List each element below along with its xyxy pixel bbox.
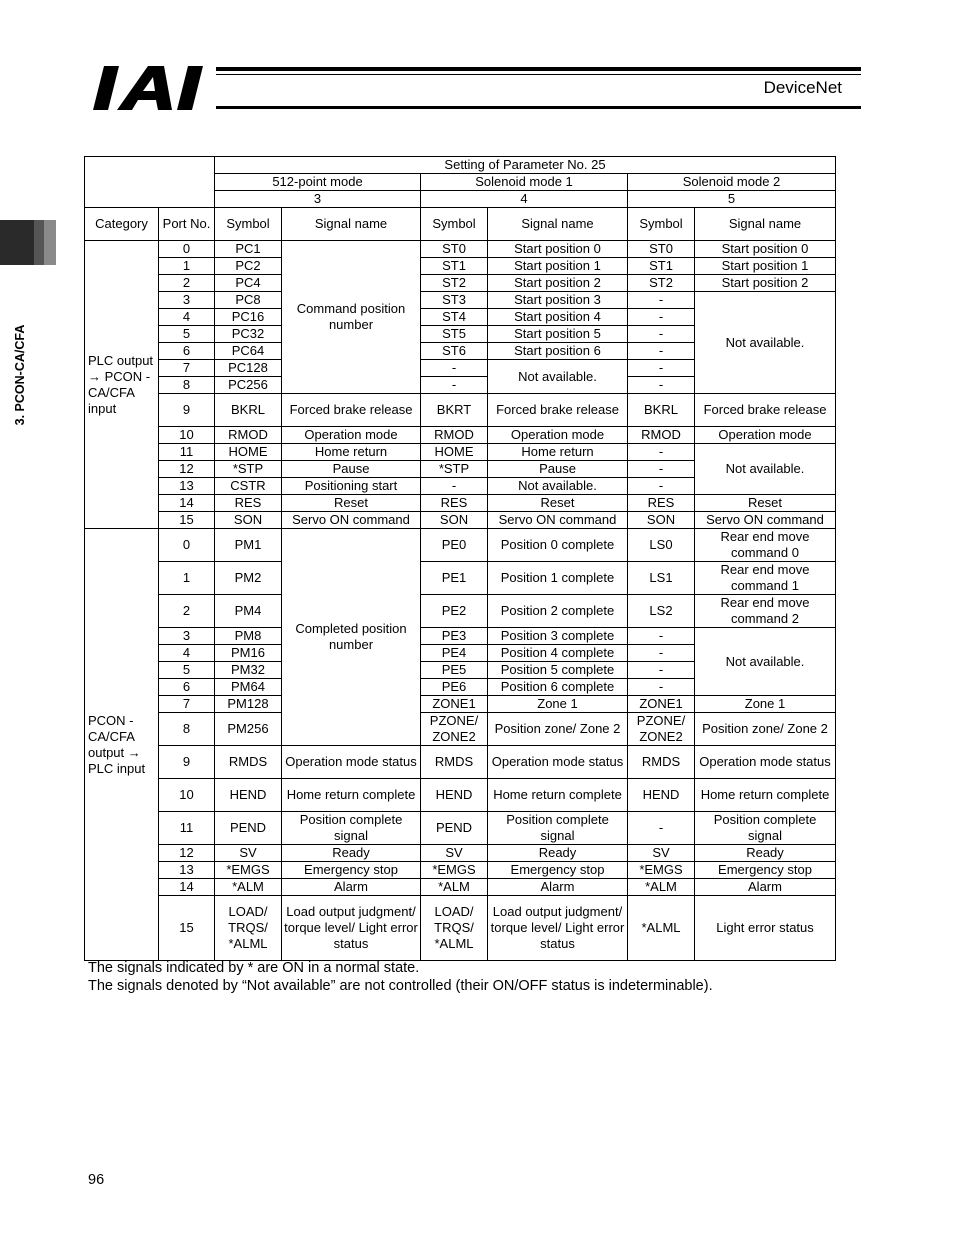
symbol-cell: ST2 [421,275,488,292]
signal-cell: Position 5 complete [488,662,628,679]
table-row [85,696,836,713]
symbol-cell: PC64 [215,343,282,360]
mode-header: 512-point mode [215,174,421,191]
signal-cell: Reset [282,495,421,512]
symbol-cell: RMDS [215,746,282,779]
symbol-cell: - [628,292,695,309]
signal-cell: Servo ON command [695,512,836,529]
signal-cell: Not available. [488,360,628,394]
table-row [85,595,836,628]
note-line: The signals denoted by “Not available” are not controlled (their ON/OFF status is indeterminable). [88,978,713,994]
table-row [85,628,836,645]
symbol-cell: RMOD [215,427,282,444]
table-row [85,713,836,746]
table-notes [88,959,713,995]
symbol-cell: BKRL [215,394,282,427]
signal-cell: Operation mode [488,427,628,444]
chapter-label: 3. PCON-CA/CFA [13,324,27,426]
symbol-cell: PM128 [215,696,282,713]
symbol-cell: *EMGS [421,862,488,879]
signal-header: Signal name [282,208,421,241]
signal-cell: Forced brake release [695,394,836,427]
port-cell: 14 [159,879,215,896]
table-row [85,779,836,812]
signal-cell: Position complete signal [282,812,421,845]
symbol-cell: ST5 [421,326,488,343]
signal-cell: Emergency stop [488,862,628,879]
signal-cell: Position 6 complete [488,679,628,696]
chapter-tab-block [0,220,34,265]
port-cell: 14 [159,495,215,512]
signal-cell: Position 2 complete [488,595,628,628]
symbol-cell: RMOD [628,427,695,444]
port-cell: 2 [159,595,215,628]
symbol-cell: LS0 [628,529,695,562]
symbol-cell: PE5 [421,662,488,679]
signal-cell: Zone 1 [488,696,628,713]
port-cell: 3 [159,292,215,309]
symbol-cell: BKRT [421,394,488,427]
symbol-cell: - [628,444,695,461]
symbol-cell: PE6 [421,679,488,696]
table-row [85,394,836,427]
table-row [85,512,836,529]
symbol-cell: SV [628,845,695,862]
symbol-cell: PE1 [421,562,488,595]
table-row [85,241,836,258]
symbol-cell: PZONE/ ZONE2 [421,713,488,746]
symbol-cell: RES [215,495,282,512]
symbol-cell: HEND [215,779,282,812]
table-row [85,562,836,595]
symbol-cell: PC8 [215,292,282,309]
signal-cell: Forced brake release [282,394,421,427]
symbol-cell: - [628,360,695,377]
signal-cell: Ready [695,845,836,862]
header-blank-cell [85,157,215,208]
mode-header: Solenoid mode 1 [421,174,628,191]
signal-cell: Start position 0 [488,241,628,258]
signal-cell: Pause [282,461,421,478]
symbol-cell: *ALM [421,879,488,896]
signal-cell: Command position number [282,241,421,394]
signal-cell: Operation mode status [695,746,836,779]
symbol-cell: PE0 [421,529,488,562]
table-row [85,292,836,309]
signal-cell: Not available. [488,478,628,495]
symbol-cell: PM1 [215,529,282,562]
table-row [85,495,836,512]
symbol-cell: - [628,679,695,696]
signal-cell: Position complete signal [488,812,628,845]
symbol-cell: PM2 [215,562,282,595]
signal-cell: Position 3 complete [488,628,628,645]
port-cell: 0 [159,241,215,258]
port-cell: 5 [159,326,215,343]
signal-cell: Home return complete [695,779,836,812]
symbol-cell: PE2 [421,595,488,628]
symbol-cell: SON [215,512,282,529]
signal-cell: Start position 5 [488,326,628,343]
signal-cell: Operation mode status [488,746,628,779]
signal-cell: Start position 6 [488,343,628,360]
signal-cell: Start position 0 [695,241,836,258]
symbol-cell: - [628,309,695,326]
port-cell: 3 [159,628,215,645]
signal-cell: Not available. [695,444,836,495]
signal-cell: Load output judgment/ torque level/ Light error status [282,896,421,961]
port-cell: 13 [159,862,215,879]
symbol-cell: CSTR [215,478,282,495]
signal-cell: Start position 1 [695,258,836,275]
symbol-cell: HOME [215,444,282,461]
table-header-row [85,157,836,174]
symbol-cell: PE4 [421,645,488,662]
port-cell: 15 [159,896,215,961]
port-cell: 4 [159,309,215,326]
table-row [85,812,836,845]
symbol-cell: LOAD/ TRQS/ *ALML [215,896,282,961]
signal-cell: Position 4 complete [488,645,628,662]
symbol-cell: ST0 [421,241,488,258]
port-cell: 8 [159,713,215,746]
category-cell: PCON -CA/CFA output → PLC input [85,529,159,961]
symbol-cell: PC128 [215,360,282,377]
header-rule-thin [216,74,861,75]
symbol-cell: PC1 [215,241,282,258]
symbol-header: Symbol [215,208,282,241]
symbol-cell: ZONE1 [421,696,488,713]
signal-cell: Alarm [488,879,628,896]
symbol-cell: PM64 [215,679,282,696]
table-header-row [85,208,836,241]
port-cell: 7 [159,696,215,713]
port-cell: 10 [159,427,215,444]
signal-cell: Emergency stop [282,862,421,879]
symbol-cell: PZONE/ ZONE2 [628,713,695,746]
port-cell: 11 [159,444,215,461]
symbol-cell: PC256 [215,377,282,394]
symbol-cell: ST4 [421,309,488,326]
port-cell: 1 [159,562,215,595]
symbol-cell: PEND [215,812,282,845]
category-header: Category [85,208,159,241]
signal-cell: Reset [488,495,628,512]
symbol-cell: - [628,478,695,495]
port-cell: 6 [159,679,215,696]
symbol-cell: - [628,628,695,645]
parameter-setting-header: Setting of Parameter No. 25 [215,157,836,174]
symbol-cell: - [628,662,695,679]
signal-cell: Emergency stop [695,862,836,879]
symbol-cell: *EMGS [628,862,695,879]
symbol-cell: - [628,645,695,662]
symbol-cell: RMDS [421,746,488,779]
symbol-cell: SON [628,512,695,529]
table-row [85,275,836,292]
signal-cell: Operation mode [695,427,836,444]
symbol-cell: ST0 [628,241,695,258]
table-row [85,879,836,896]
signal-cell: Alarm [695,879,836,896]
signal-cell: Start position 3 [488,292,628,309]
symbol-header: Symbol [421,208,488,241]
page-number: 96 [88,1172,105,1188]
port-cell: 15 [159,512,215,529]
signal-cell: Position 0 complete [488,529,628,562]
mode-header: Solenoid mode 2 [628,174,836,191]
signal-cell: Alarm [282,879,421,896]
port-cell: 11 [159,812,215,845]
port-cell: 9 [159,394,215,427]
signal-cell: Ready [282,845,421,862]
signal-cell: Not available. [695,628,836,696]
port-cell: 10 [159,779,215,812]
symbol-cell: *ALM [215,879,282,896]
signal-cell: Home return complete [488,779,628,812]
signal-cell: Light error status [695,896,836,961]
symbol-cell: LS1 [628,562,695,595]
symbol-cell: - [421,377,488,394]
port-cell: 13 [159,478,215,495]
port-cell: 12 [159,845,215,862]
symbol-cell: *STP [421,461,488,478]
header-rule-bottom [216,106,861,109]
chapter-tab-stripe-light [44,220,56,265]
table-row [85,896,836,961]
signal-cell: Ready [488,845,628,862]
signal-cell: Home return [282,444,421,461]
signal-cell: Position zone/ Zone 2 [695,713,836,746]
symbol-cell: RES [421,495,488,512]
symbol-cell: *STP [215,461,282,478]
signal-assignment-table [84,156,836,961]
signal-cell: Pause [488,461,628,478]
symbol-cell: *ALML [628,896,695,961]
signal-cell: Not available. [695,292,836,394]
signal-cell: Load output judgment/ torque level/ Light error status [488,896,628,961]
header-rule-top [216,67,861,71]
port-cell: 4 [159,645,215,662]
symbol-cell: RMOD [421,427,488,444]
signal-cell: Operation mode [282,427,421,444]
signal-header: Signal name [695,208,836,241]
port-cell: 6 [159,343,215,360]
signal-cell: Completed position number [282,529,421,746]
table-row [85,862,836,879]
signal-cell: Start position 2 [695,275,836,292]
symbol-cell: HOME [421,444,488,461]
category-cell: PLC output → PCON -CA/CFA input [85,241,159,529]
chapter-tab-stripe [34,220,44,265]
signal-cell: Servo ON command [282,512,421,529]
signal-cell: Forced brake release [488,394,628,427]
symbol-cell: - [628,377,695,394]
symbol-cell: PM8 [215,628,282,645]
symbol-cell: SV [421,845,488,862]
symbol-cell: - [628,326,695,343]
symbol-cell: RES [628,495,695,512]
symbol-cell: - [421,478,488,495]
table-row [85,258,836,275]
symbol-cell: *EMGS [215,862,282,879]
signal-cell: Home return [488,444,628,461]
symbol-cell: - [421,360,488,377]
symbol-cell: LOAD/ TRQS/ *ALML [421,896,488,961]
symbol-cell: ZONE1 [628,696,695,713]
symbol-cell: PC32 [215,326,282,343]
table-row [85,529,836,562]
header-title: DeviceNet [763,78,842,97]
symbol-cell: PEND [421,812,488,845]
signal-cell: Reset [695,495,836,512]
port-cell: 1 [159,258,215,275]
signal-header: Signal name [488,208,628,241]
iai-logo [92,64,214,112]
symbol-cell: *ALM [628,879,695,896]
mode-value: 4 [421,191,628,208]
symbol-cell: - [628,461,695,478]
signal-cell: Servo ON command [488,512,628,529]
symbol-cell: PE3 [421,628,488,645]
port-cell: 8 [159,377,215,394]
symbol-header: Symbol [628,208,695,241]
port-cell: 7 [159,360,215,377]
symbol-cell: PC2 [215,258,282,275]
symbol-cell: SON [421,512,488,529]
mode-value: 5 [628,191,836,208]
port-cell: 9 [159,746,215,779]
table-row [85,845,836,862]
symbol-cell: PM4 [215,595,282,628]
port-cell: 12 [159,461,215,478]
table-row [85,427,836,444]
symbol-cell: PM16 [215,645,282,662]
signal-cell: Positioning start [282,478,421,495]
port-header: Port No. [159,208,215,241]
signal-cell: Position zone/ Zone 2 [488,713,628,746]
signal-cell: Position 1 complete [488,562,628,595]
symbol-cell: RMDS [628,746,695,779]
signal-cell: Rear end move command 1 [695,562,836,595]
symbol-cell: ST1 [628,258,695,275]
symbol-cell: PM32 [215,662,282,679]
symbol-cell: HEND [421,779,488,812]
signal-cell: Start position 1 [488,258,628,275]
signal-cell: Home return complete [282,779,421,812]
symbol-cell: PM256 [215,713,282,746]
signal-cell: Rear end move command 2 [695,595,836,628]
signal-cell: Start position 2 [488,275,628,292]
symbol-cell: ST2 [628,275,695,292]
signal-cell: Zone 1 [695,696,836,713]
note-line: The signals indicated by * are ON in a normal state. [88,960,420,976]
table-row [85,444,836,461]
symbol-cell: SV [215,845,282,862]
symbol-cell: - [628,343,695,360]
signal-cell: Rear end move command 0 [695,529,836,562]
mode-value: 3 [215,191,421,208]
symbol-cell: HEND [628,779,695,812]
signal-cell: Position complete signal [695,812,836,845]
signal-cell: Operation mode status [282,746,421,779]
table-row [85,746,836,779]
symbol-cell: - [628,812,695,845]
symbol-cell: BKRL [628,394,695,427]
port-cell: 0 [159,529,215,562]
symbol-cell: ST1 [421,258,488,275]
signal-cell: Start position 4 [488,309,628,326]
symbol-cell: ST6 [421,343,488,360]
port-cell: 5 [159,662,215,679]
port-cell: 2 [159,275,215,292]
symbol-cell: PC4 [215,275,282,292]
symbol-cell: PC16 [215,309,282,326]
symbol-cell: ST3 [421,292,488,309]
symbol-cell: LS2 [628,595,695,628]
